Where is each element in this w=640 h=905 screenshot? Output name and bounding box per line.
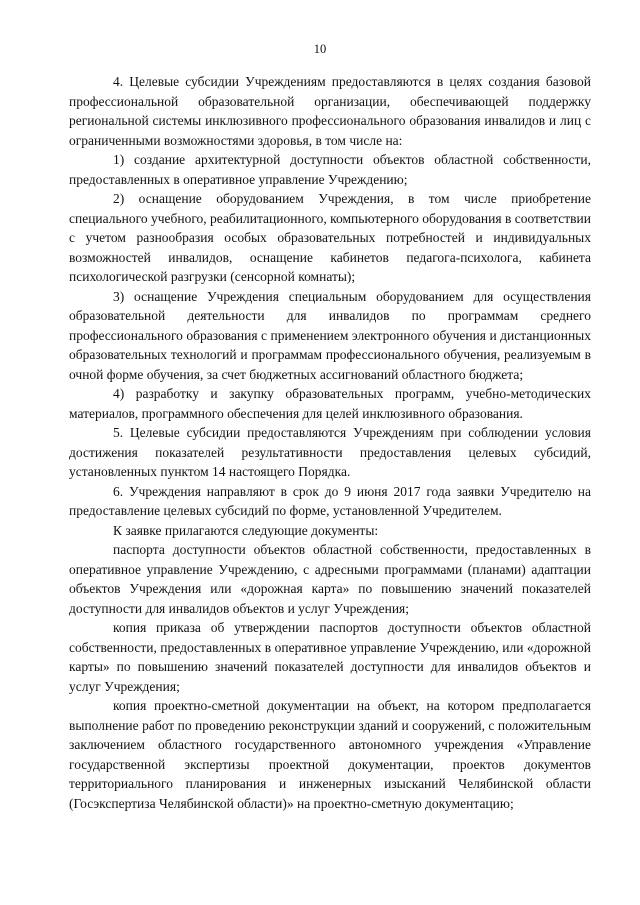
- paragraph-documents-intro: К заявке прилагаются следующие документы:: [113, 522, 379, 538]
- paragraph-item-4: 4. Целевые субсидии Учреждениям предоставляются в целях создания базовой профессиональной образовательной организации, обеспечивающей поддержку региональной системы инклюзивного профессионального образования инвалидов и лиц с ограниченными возможностями здоровья, в том числе на:: [69, 74, 591, 148]
- paragraph-subitem-1: 1) создание архитектурной доступности объектов областной собственности, предоставленных в оперативное управление Учреждению;: [69, 152, 591, 187]
- paragraph-document-design-estimate: копия проектно-сметной документации на объект, на котором предполагается выполнение работ по проведению реконструкции зданий и сооружений, с положительным заключением областного государственного автономного учреждения «Управление государственной экспертизы проектной документации, проектов документов территориального планирования и инженерных изысканий Челябинской области (Госэкспертиза Челябинской области)» на проектно-сметную документацию;: [69, 698, 591, 811]
- paragraph-item-6: 6. Учреждения направляют в срок до 9 июня 2017 года заявки Учредителю на предоставление целевых субсидий по форме, установленной Учредителем.: [69, 483, 591, 518]
- paragraph-subitem-4: 4) разработку и закупку образовательных программ, учебно-методических материалов, программного обеспечения для целей инклюзивного образования.: [69, 386, 591, 421]
- document-body: [69, 72, 591, 813]
- paragraph-document-passports: паспорта доступности объектов областной собственности, предоставленных в оперативное управление Учреждению, с адресными программами (планами) адаптации объектов Учреждения или «дорожная карта» по повышению значений показателей доступности для инвалидов объектов и услуг Учреждения;: [69, 542, 591, 616]
- page-number: 10: [313, 42, 327, 56]
- paragraph-subitem-2: 2) оснащение оборудованием Учреждения, в том числе приобретение специального учебного, реабилитационного, компьютерного оборудования в соответствии с учетом разнообразия особых образовательных потребностей и индивидуальных возможностей инвалидов, оснащение кабинетов педагога-психолога, кабинета психологической разгрузки (сенсорной комнаты);: [69, 191, 591, 284]
- paragraph-item-5: 5. Целевые субсидии предоставляются Учреждениям при соблюдении условия достижения показателей результативности предоставления целевых субсидий, установленных пунктом 14 настоящего Порядка.: [69, 425, 591, 479]
- paragraph-subitem-3: 3) оснащение Учреждения специальным оборудованием для осуществления образовательной деятельности для инвалидов по программам среднего профессионального образования с применением электронного обучения и дистанционных образовательных технологий и программам профессионального обучения, реализуемым в очной форме обучения, за счет бюджетных ассигнований областного бюджета;: [69, 288, 591, 382]
- paragraph-document-order-copy: копия приказа об утверждении паспортов доступности объектов областной собственности, предоставленных в оперативное управление Учреждению, или «дорожной карты» по повышению значений показателей доступности для инвалидов объектов и услуг Учреждения;: [69, 620, 591, 694]
